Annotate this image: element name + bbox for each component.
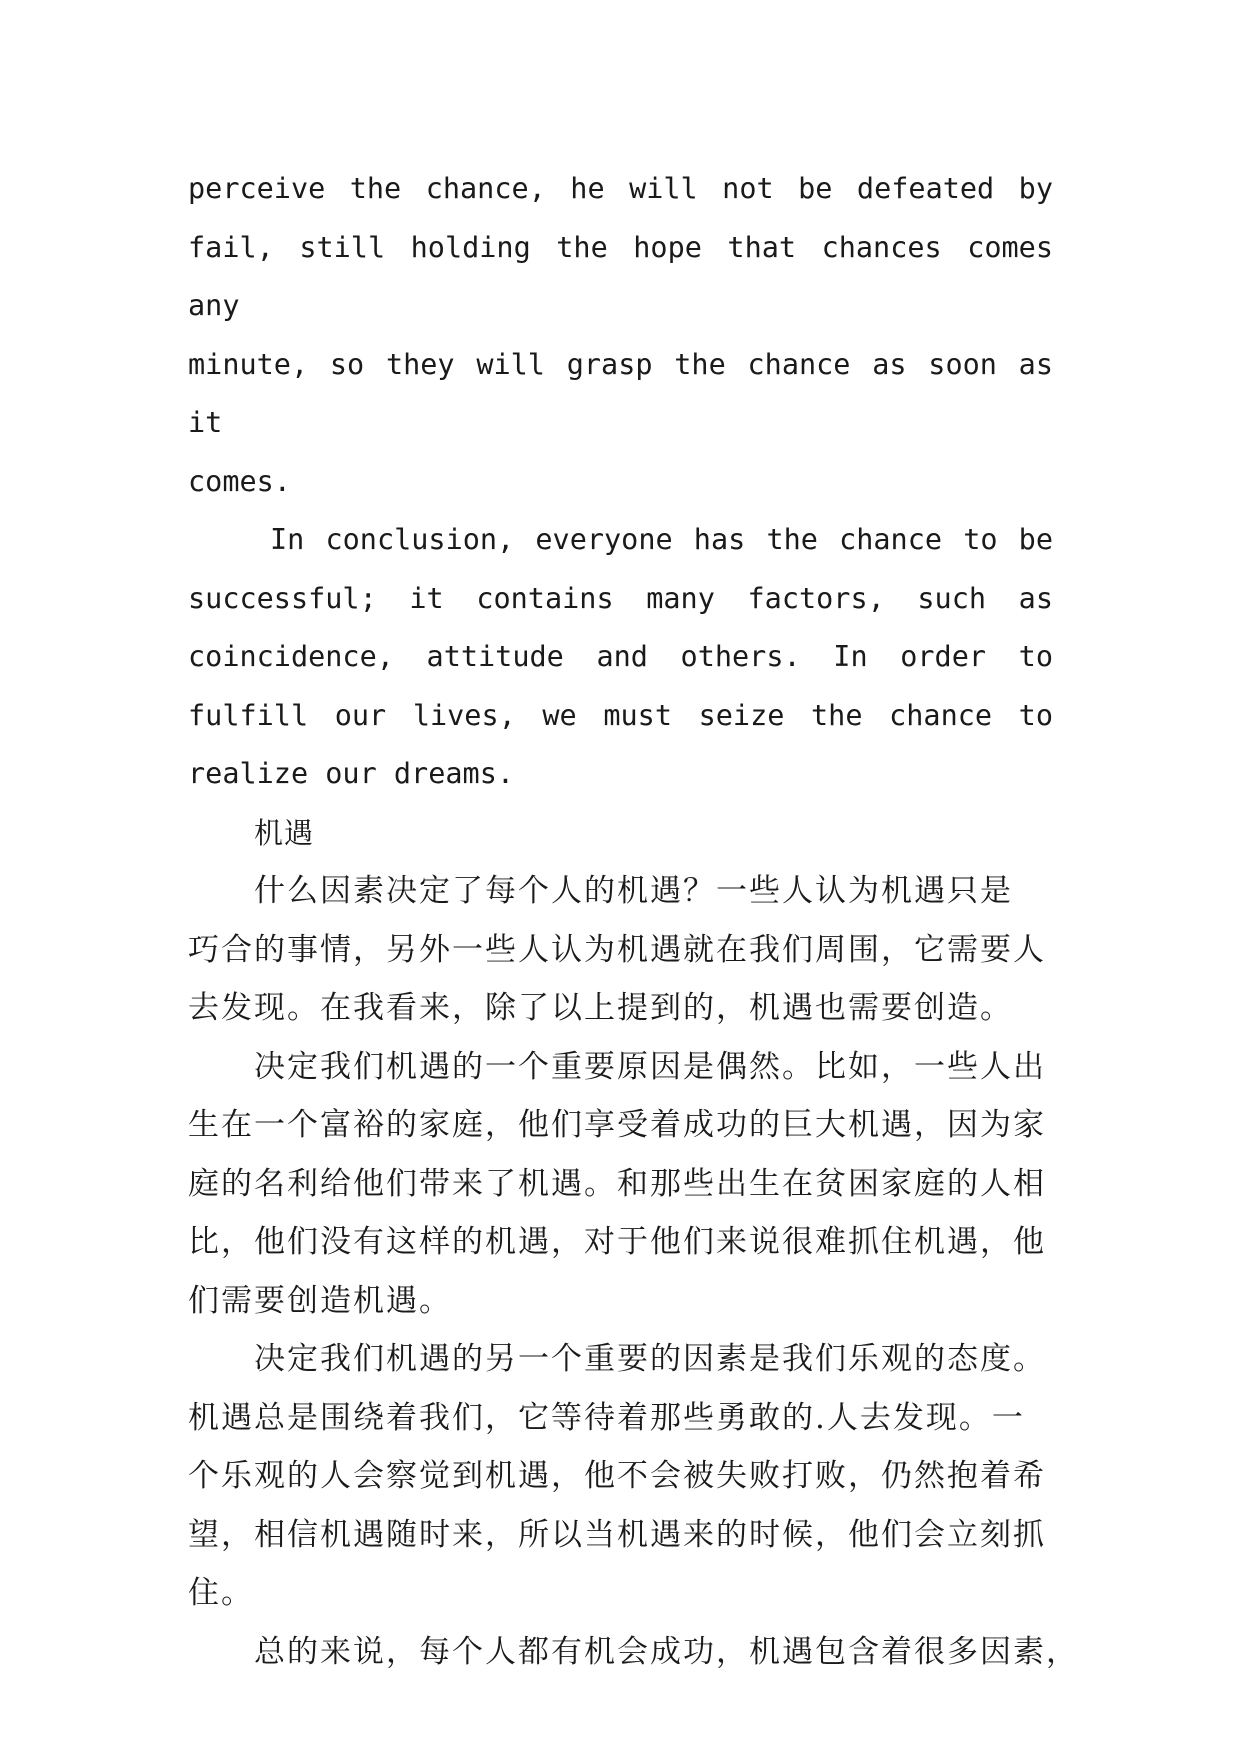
text-line: fail, still holding the hope that chances comes any [188,230,1053,322]
text-line: minute, so they will grasp the chance as soon as it [188,347,1053,439]
text-line: realize our dreams. [188,757,515,790]
text-line: 个乐观的人会察觉到机遇，他不会被失败打败，仍然抱着希 [188,1458,1046,1494]
chinese-section-title: 机遇 [254,815,315,850]
text-line: 生在一个富裕的家庭，他们享受着成功的巨大机遇，因为家 [188,1107,1046,1143]
text-line: 住。 [188,1575,254,1611]
text-line: fulfill our lives, we must seize the chance to [188,698,1053,732]
text-line: In conclusion, everyone has the chance to be [270,523,1053,556]
text-line: perceive the chance, he will not be defeated by [188,172,1053,205]
text-line: 们需要创造机遇。 [188,1282,452,1319]
chinese-paragraph-attitude [188,1330,1053,1623]
text-line: 总的来说，每个人都有机会成功，机遇包含着很多因素， [254,1633,1079,1670]
text-line: 决定我们机遇的一个重要原因是偶然。比如，一些人出 [254,1048,1046,1085]
text-line: 巧合的事情，另外一些人认为机遇就在我们周围，它需要人 [188,931,1046,968]
english-paragraph-continuation [188,160,1053,511]
text-line: comes. [188,464,291,498]
text-line: 什么因素决定了每个人的机遇？一些人认为机遇只是 [254,873,1013,909]
chinese-paragraph-coincidence [188,1038,1053,1331]
text-line: successful; it contains many factors, such as [188,581,1053,615]
text-line: 机遇总是围绕着我们，它等待着那些勇敢的.人去发现。一 [188,1399,1025,1436]
english-paragraph-conclusion [188,511,1053,804]
text-line: 比，他们没有这样的机遇，对于他们来说很难抓住机遇，他 [188,1224,1046,1260]
text-line: 庭的名利给他们带来了机遇。和那些出生在贫困家庭的人相 [188,1165,1046,1202]
chinese-paragraph-intro [188,862,1053,1038]
text-line: 望，相信机遇随时来，所以当机遇来的时候，他们会立刻抓 [188,1516,1046,1553]
text-line: 去发现。在我看来，除了以上提到的，机遇也需要创造。 [188,990,1013,1026]
document-body [188,160,1079,1681]
text-line: 决定我们机遇的另一个重要的因素是我们乐观的态度。 [254,1341,1046,1377]
chinese-paragraph-conclusion [188,1623,1079,1682]
text-line: coincidence, attitude and others. In order to [188,640,1053,673]
